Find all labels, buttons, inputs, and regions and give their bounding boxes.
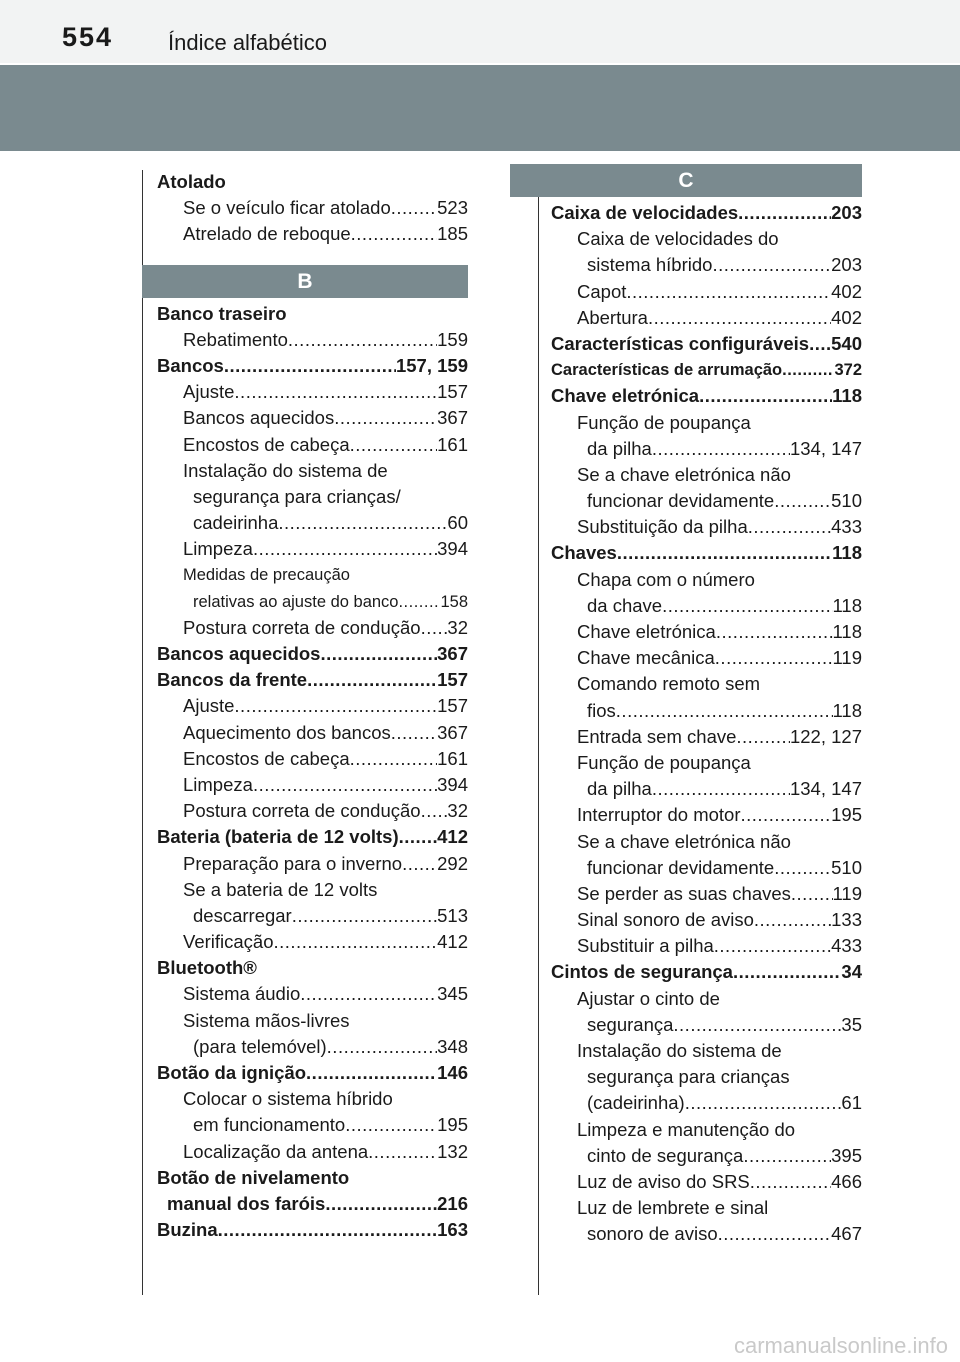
index-entry bbox=[157, 432, 468, 458]
index-entry bbox=[551, 1012, 862, 1038]
index-entry bbox=[551, 488, 862, 514]
entry-text: Abertura bbox=[577, 306, 648, 328]
entry-text: Chaves bbox=[551, 542, 617, 564]
page-reference: 412 bbox=[437, 931, 468, 953]
page-reference: 510 bbox=[831, 490, 862, 512]
dot-leader bbox=[402, 851, 437, 877]
entry-text: Ajuste bbox=[183, 381, 235, 403]
index-entry bbox=[157, 1191, 468, 1217]
index-entry bbox=[157, 981, 468, 1007]
index-entry bbox=[157, 798, 468, 824]
dot-leader bbox=[617, 540, 832, 566]
page-reference: 133 bbox=[831, 909, 862, 931]
dot-leader bbox=[218, 1217, 437, 1243]
dot-leader bbox=[327, 1034, 437, 1060]
page-reference: 163 bbox=[437, 1219, 468, 1241]
entry-text: Caixa de velocidades bbox=[551, 202, 739, 223]
dot-leader bbox=[421, 615, 448, 641]
index-entry bbox=[157, 1165, 468, 1191]
index-group-c bbox=[551, 200, 862, 1248]
entry-text: Encostos de cabeça bbox=[183, 747, 350, 769]
entry-text: cadeirinha bbox=[193, 512, 279, 534]
index-entry bbox=[551, 593, 862, 619]
entry-text: Se perder as suas chaves bbox=[577, 882, 791, 904]
page-reference: 540 bbox=[831, 332, 862, 354]
page-reference: 157 bbox=[437, 669, 468, 691]
page-reference: 60 bbox=[447, 512, 468, 534]
page-reference: 61 bbox=[841, 1092, 862, 1114]
entry-text: Colocar o sistema híbrido bbox=[183, 1088, 393, 1110]
entry-text: Se a chave eletrónica não bbox=[577, 830, 791, 852]
page-reference: 34 bbox=[841, 961, 862, 983]
entry-text: Características configuráveis bbox=[551, 332, 810, 354]
entry-text: Chave eletrónica bbox=[551, 385, 700, 407]
page-reference: 412 bbox=[437, 826, 468, 848]
page-reference: 161 bbox=[437, 747, 468, 769]
page-reference: 146 bbox=[437, 1062, 468, 1083]
page-reference: 345 bbox=[437, 983, 468, 1005]
entry-text: Se a bateria de 12 volts bbox=[183, 878, 378, 900]
index-entry bbox=[157, 1139, 468, 1165]
page-reference: 292 bbox=[437, 852, 468, 874]
dot-leader bbox=[754, 907, 831, 933]
index-entry bbox=[551, 959, 862, 985]
dot-leader bbox=[334, 405, 437, 431]
index-entry bbox=[157, 379, 468, 405]
entry-text: segurança bbox=[587, 1013, 674, 1035]
index-entry bbox=[551, 1117, 862, 1143]
dot-leader bbox=[685, 1090, 842, 1116]
index-entry bbox=[551, 1195, 862, 1221]
entry-text: Luz de lembrete e sinal bbox=[577, 1197, 769, 1219]
entry-text: funcionar devidamente bbox=[587, 856, 775, 878]
entry-text: Chave mecânica bbox=[577, 647, 715, 669]
entry-text: Chave eletrónica bbox=[577, 621, 716, 642]
index-entry bbox=[157, 641, 468, 667]
page-reference: 510 bbox=[831, 856, 862, 878]
index-entry bbox=[157, 221, 468, 247]
page-title: Índice alfabético bbox=[168, 30, 327, 55]
index-entry bbox=[157, 877, 468, 903]
index-entry bbox=[157, 1112, 468, 1138]
entry-text: Características de arrumação bbox=[551, 361, 783, 380]
entry-text: Bancos aquecidos bbox=[183, 407, 335, 429]
dot-leader bbox=[648, 305, 831, 331]
dot-leader bbox=[712, 252, 831, 278]
column-divider-rule bbox=[538, 196, 539, 1295]
index-entry bbox=[551, 1038, 862, 1064]
index-entry bbox=[157, 615, 468, 641]
page-reference: 402 bbox=[831, 306, 862, 328]
index-entry bbox=[157, 353, 468, 379]
entry-text: Capot bbox=[577, 280, 627, 302]
index-entry bbox=[551, 933, 862, 959]
index-entry bbox=[551, 986, 862, 1012]
dot-leader bbox=[736, 724, 790, 750]
entry-text: Cintos de segurança bbox=[551, 961, 733, 983]
dot-leader bbox=[350, 432, 438, 458]
page-reference: 395 bbox=[831, 1144, 862, 1166]
page-reference: 348 bbox=[437, 1035, 468, 1057]
dot-leader bbox=[234, 379, 437, 405]
page-reference: 32 bbox=[447, 616, 468, 638]
entry-text: da pilha bbox=[587, 437, 652, 459]
dot-leader bbox=[288, 327, 437, 353]
dot-leader bbox=[345, 1112, 437, 1138]
dot-leader bbox=[733, 959, 841, 985]
entry-text: Limpeza e manutenção do bbox=[577, 1118, 796, 1140]
index-entry bbox=[157, 484, 468, 510]
entry-text: Se a chave eletrónica não bbox=[577, 463, 791, 485]
dot-leader bbox=[300, 981, 437, 1007]
index-entry bbox=[551, 226, 862, 252]
page-reference: 402 bbox=[831, 280, 862, 302]
dot-leader bbox=[791, 881, 833, 907]
index-entry bbox=[157, 327, 468, 353]
page-reference: 157 bbox=[437, 695, 468, 717]
page-reference: 367 bbox=[437, 407, 468, 429]
entry-text: Interruptor do motor bbox=[577, 804, 741, 826]
dot-leader bbox=[368, 1139, 437, 1165]
index-entry bbox=[157, 1008, 468, 1034]
index-entry bbox=[157, 536, 468, 562]
index-entry bbox=[157, 772, 468, 798]
dot-leader bbox=[350, 746, 438, 772]
entry-text: em funcionamento bbox=[193, 1114, 346, 1136]
page-reference: 122, 127 bbox=[789, 725, 862, 747]
entry-text: (cadeirinha) bbox=[587, 1092, 685, 1114]
page-reference: 35 bbox=[841, 1013, 862, 1035]
entry-text: Entrada sem chave bbox=[577, 725, 737, 747]
index-entry bbox=[551, 331, 862, 357]
index-entry bbox=[551, 671, 862, 697]
dot-leader bbox=[234, 693, 437, 719]
dot-leader bbox=[715, 645, 833, 671]
index-entry bbox=[157, 720, 468, 746]
dot-leader bbox=[398, 589, 440, 615]
index-entry bbox=[551, 436, 862, 462]
index-entry bbox=[157, 824, 468, 850]
entry-text: Instalação do sistema de bbox=[577, 1040, 782, 1061]
page-reference: 119 bbox=[832, 882, 862, 904]
index-entry bbox=[551, 750, 862, 776]
index-entry bbox=[551, 724, 862, 750]
index-entry bbox=[551, 279, 862, 305]
dot-leader bbox=[748, 514, 831, 540]
entry-text: segurança para crianças/ bbox=[193, 485, 401, 507]
entry-text: Botão da ignição bbox=[157, 1062, 307, 1083]
entry-text: Medidas de precaução bbox=[183, 566, 350, 585]
page-reference: 185 bbox=[437, 223, 468, 245]
index-entry bbox=[551, 462, 862, 488]
entry-text: Postura correta de condução bbox=[183, 616, 421, 638]
index-entry bbox=[551, 200, 862, 226]
entry-text: Substituição da pilha bbox=[577, 516, 748, 538]
page-reference: 203 bbox=[831, 202, 862, 223]
dot-leader bbox=[652, 436, 790, 462]
entry-text: Verificação bbox=[183, 931, 274, 953]
entry-text: fios bbox=[587, 699, 616, 721]
dot-leader bbox=[421, 798, 448, 824]
index-entry bbox=[157, 195, 468, 221]
page-reference: 394 bbox=[437, 773, 468, 795]
dot-leader bbox=[253, 536, 437, 562]
index-entry bbox=[157, 1086, 468, 1112]
index-entry bbox=[551, 619, 862, 645]
entry-text: Localização da antena bbox=[183, 1140, 369, 1162]
entry-text: Comando remoto sem bbox=[577, 673, 761, 695]
page-reference: 523 bbox=[437, 197, 468, 219]
page-reference: 118 bbox=[832, 699, 862, 721]
index-entry bbox=[551, 567, 862, 593]
index-entry bbox=[157, 929, 468, 955]
entry-text: Limpeza bbox=[183, 538, 253, 560]
page-reference: 159 bbox=[437, 328, 468, 350]
page-reference: 132 bbox=[437, 1140, 468, 1162]
index-entry bbox=[551, 1221, 862, 1247]
index-entry bbox=[551, 776, 862, 802]
dot-leader bbox=[351, 221, 437, 247]
entry-text: Bateria (bateria de 12 volts) bbox=[157, 826, 399, 848]
dot-leader bbox=[325, 1191, 437, 1217]
dot-leader bbox=[743, 1143, 831, 1169]
index-entry bbox=[157, 510, 468, 536]
dot-leader bbox=[306, 1060, 437, 1086]
entry-text: Ajustar o cinto de bbox=[577, 987, 720, 1009]
dot-leader bbox=[774, 488, 831, 514]
page-reference: 513 bbox=[437, 904, 468, 926]
entry-text: Função de poupança bbox=[577, 751, 751, 773]
page-reference: 216 bbox=[437, 1192, 468, 1214]
entry-text: relativas ao ajuste do banco bbox=[193, 592, 399, 611]
dot-leader bbox=[699, 383, 832, 409]
entry-text: Bancos aquecidos bbox=[157, 643, 321, 664]
dot-leader bbox=[652, 776, 790, 802]
index-entry bbox=[551, 829, 862, 855]
entry-text: Botão de nivelamento bbox=[157, 1166, 350, 1188]
page-reference: 118 bbox=[832, 542, 862, 564]
entry-text: da chave bbox=[587, 594, 663, 616]
entry-text: Luz de aviso do SRS bbox=[577, 1170, 750, 1192]
index-entry bbox=[551, 1090, 862, 1116]
index-entry bbox=[157, 301, 468, 327]
entry-text: Postura correta de condução bbox=[183, 800, 421, 822]
page-reference: 134, 147 bbox=[789, 778, 862, 800]
index-column-left bbox=[157, 169, 468, 1243]
entry-text: Limpeza bbox=[183, 773, 253, 795]
index-entry bbox=[157, 562, 468, 588]
page-reference: 118 bbox=[832, 594, 862, 616]
entry-text: cinto de segurança bbox=[587, 1144, 744, 1166]
index-entry bbox=[551, 305, 862, 331]
index-entry bbox=[157, 458, 468, 484]
page-reference: 433 bbox=[831, 935, 862, 957]
page-reference: 195 bbox=[437, 1114, 468, 1136]
index-entry bbox=[157, 903, 468, 929]
index-entry bbox=[551, 1064, 862, 1090]
index-entry bbox=[157, 851, 468, 877]
entry-text: descarregar bbox=[193, 904, 292, 926]
page-reference: 157 bbox=[437, 381, 468, 403]
index-entry bbox=[551, 540, 862, 566]
index-entry bbox=[551, 855, 862, 881]
dot-leader bbox=[278, 510, 447, 536]
index-entry bbox=[551, 383, 862, 409]
index-entry bbox=[551, 881, 862, 907]
dot-leader bbox=[391, 720, 437, 746]
dot-leader bbox=[626, 279, 831, 305]
entry-text: (para telemóvel) bbox=[193, 1035, 327, 1057]
entry-text: Chapa com o número bbox=[577, 568, 755, 590]
dot-leader bbox=[307, 667, 437, 693]
index-entry bbox=[551, 1169, 862, 1195]
index-entry bbox=[551, 1143, 862, 1169]
entry-text: Sinal sonoro de aviso bbox=[577, 909, 754, 931]
entry-text: segurança para crianças bbox=[587, 1066, 790, 1088]
index-entry bbox=[157, 1217, 468, 1243]
index-entry bbox=[551, 698, 862, 724]
index-entry bbox=[551, 252, 862, 278]
page-reference: 372 bbox=[834, 361, 862, 380]
letter-heading-b: B bbox=[142, 265, 468, 298]
entry-text: Função de poupança bbox=[577, 411, 751, 433]
header-banner bbox=[0, 65, 960, 151]
index-entry bbox=[157, 169, 468, 195]
page-reference: 118 bbox=[832, 385, 862, 407]
entry-text: Preparação para o inverno bbox=[183, 852, 403, 874]
index-entry bbox=[157, 405, 468, 431]
dot-leader bbox=[391, 195, 437, 221]
index-entry bbox=[157, 1034, 468, 1060]
dot-leader bbox=[782, 357, 834, 383]
page-reference: 119 bbox=[832, 647, 862, 669]
index-entry bbox=[551, 645, 862, 671]
entry-text: Bancos bbox=[157, 354, 224, 376]
entry-text: manual dos faróis bbox=[167, 1192, 326, 1214]
page-reference: 157, 159 bbox=[395, 354, 468, 376]
index-entry bbox=[551, 514, 862, 540]
index-entry bbox=[157, 693, 468, 719]
entry-text: Rebatimento bbox=[183, 328, 288, 350]
entry-text: Ajuste bbox=[183, 695, 235, 717]
page-reference: 367 bbox=[437, 721, 468, 743]
entry-text: Banco traseiro bbox=[157, 302, 287, 324]
entry-text: Atrelado de reboque bbox=[183, 223, 351, 245]
index-group-b bbox=[157, 301, 468, 1244]
letter-heading-c: C bbox=[510, 164, 862, 197]
dot-leader bbox=[662, 593, 832, 619]
dot-leader bbox=[320, 641, 437, 667]
entry-text: Bancos da frente bbox=[157, 669, 308, 691]
entry-text: Se o veículo ficar atolado bbox=[183, 197, 391, 219]
page-reference: 32 bbox=[447, 800, 468, 822]
entry-text: Instalação do sistema de bbox=[183, 459, 388, 481]
entry-text: Buzina bbox=[157, 1219, 218, 1241]
page-reference: 367 bbox=[437, 643, 468, 664]
entry-text: sistema híbrido bbox=[587, 254, 713, 276]
entry-text: Bluetooth® bbox=[157, 957, 257, 979]
index-entry bbox=[551, 357, 862, 383]
page-reference: 467 bbox=[831, 1223, 862, 1245]
page-reference: 134, 147 bbox=[789, 437, 862, 459]
watermark: carmanualsonline.info bbox=[733, 1333, 948, 1358]
dot-leader bbox=[253, 772, 437, 798]
entry-text: Sistema áudio bbox=[183, 983, 301, 1005]
dot-leader bbox=[673, 1012, 841, 1038]
index-entry bbox=[551, 802, 862, 828]
dot-leader bbox=[741, 802, 832, 828]
dot-leader bbox=[809, 331, 831, 357]
dot-leader bbox=[714, 933, 831, 959]
page-reference: 118 bbox=[832, 621, 862, 642]
dot-leader bbox=[292, 903, 437, 929]
index-entry bbox=[551, 410, 862, 436]
page-reference: 195 bbox=[831, 804, 862, 826]
page-reference: 158 bbox=[440, 592, 468, 611]
dot-leader bbox=[224, 353, 396, 379]
index-entry bbox=[157, 667, 468, 693]
entry-text: Atolado bbox=[157, 171, 226, 192]
dot-leader bbox=[399, 824, 438, 850]
index-entry bbox=[157, 589, 468, 615]
page-number: 554 bbox=[62, 22, 114, 52]
index-entry bbox=[157, 746, 468, 772]
page-reference: 203 bbox=[831, 254, 862, 276]
page-reference: 466 bbox=[831, 1170, 862, 1192]
index-group-a-continued bbox=[157, 169, 468, 248]
index-entry bbox=[157, 955, 468, 981]
dot-leader bbox=[716, 619, 833, 645]
page-reference: 161 bbox=[437, 433, 468, 455]
index-column-right bbox=[551, 164, 862, 1248]
entry-text: funcionar devidamente bbox=[587, 490, 775, 512]
dot-leader bbox=[718, 1221, 832, 1247]
dot-leader bbox=[738, 200, 831, 226]
entry-text: Sistema mãos-livres bbox=[183, 1009, 350, 1031]
dot-leader bbox=[750, 1169, 831, 1195]
entry-text: Aquecimento dos bancos bbox=[183, 721, 391, 743]
dot-leader bbox=[616, 698, 833, 724]
index-entry bbox=[157, 1060, 468, 1086]
entry-text: Encostos de cabeça bbox=[183, 433, 350, 455]
entry-text: Caixa de velocidades do bbox=[577, 228, 779, 250]
entry-text: sonoro de aviso bbox=[587, 1223, 718, 1245]
page-reference: 394 bbox=[437, 538, 468, 560]
dot-leader bbox=[274, 929, 438, 955]
entry-text: da pilha bbox=[587, 778, 652, 800]
left-margin-rule bbox=[142, 170, 143, 1295]
dot-leader bbox=[774, 855, 831, 881]
page-reference: 433 bbox=[831, 516, 862, 538]
page-header bbox=[0, 0, 960, 63]
entry-text: Substituir a pilha bbox=[577, 935, 714, 957]
index-entry bbox=[551, 907, 862, 933]
